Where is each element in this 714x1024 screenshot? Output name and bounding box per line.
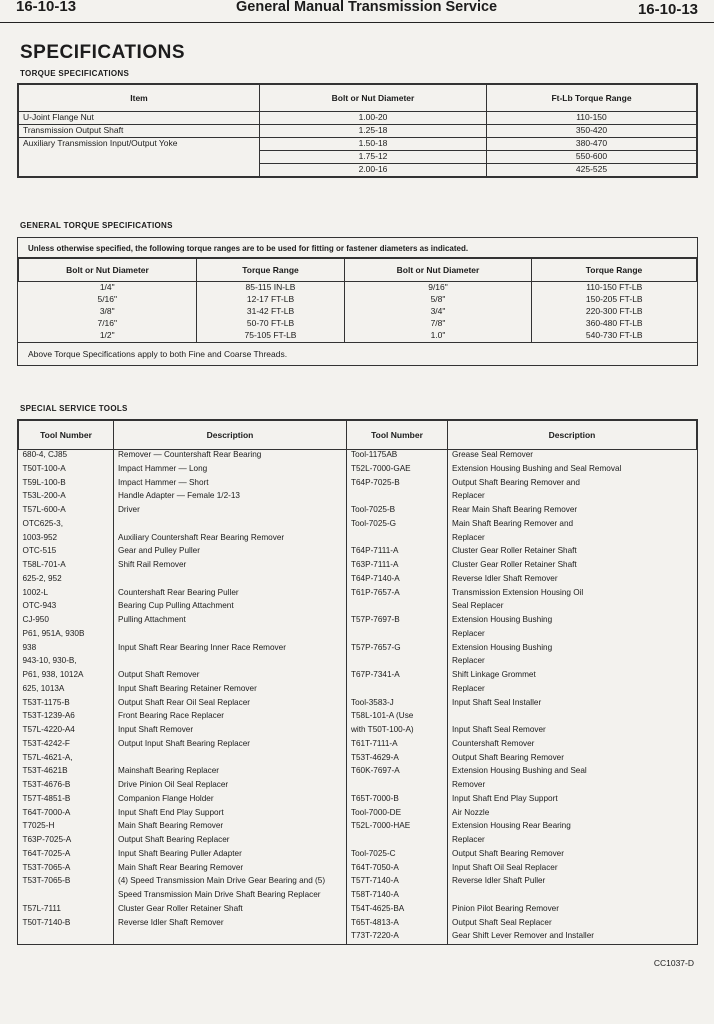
table-cell: Input Shaft End Play Support <box>448 794 697 808</box>
table-cell: (4) Speed Transmission Main Drive Gear Bearing and (5) <box>114 876 347 890</box>
table-row <box>19 821 697 835</box>
table-cell: Replacer <box>448 835 697 849</box>
table-cell: T58T-7140-A <box>347 890 448 904</box>
range-cell: 380-470 <box>487 138 697 151</box>
table-cell: Tool-7000-DE <box>347 808 448 822</box>
table-row <box>19 450 697 464</box>
range-cell: 550-600 <box>487 151 697 164</box>
table-cell: Extension Housing Bushing and Seal Removal <box>448 464 697 478</box>
table-cell: 540-730 FT-LB <box>532 330 697 342</box>
diameter-cell: 1.00-20 <box>260 112 487 125</box>
table-cell: T64P-7025-B <box>347 478 448 492</box>
table-cell: T65T-7000-B <box>347 794 448 808</box>
table-row <box>19 282 697 295</box>
table-cell: Auxiliary Countershaft Rear Bearing Remover <box>114 533 347 547</box>
table-cell: Extension Housing Bushing and Seal <box>448 766 697 780</box>
table-cell: Output Shaft Bearing Remover <box>448 753 697 767</box>
table-cell: 9/16" <box>345 282 532 295</box>
table-cell: T64P-7140-A <box>347 574 448 588</box>
tools-table <box>18 420 697 945</box>
table-cell: Extension Housing Bushing <box>448 615 697 629</box>
table-cell: P61, 938, 1012A <box>22 670 84 679</box>
table-row <box>19 491 697 505</box>
col-diameter-left: Bolt or Nut Diameter <box>19 259 197 282</box>
table-cell: Gear Shift Lever Remover and Installer <box>448 931 697 945</box>
range-cell: 350-420 <box>487 125 697 138</box>
table-cell: T53T-1239-A6 <box>22 711 75 721</box>
table-cell <box>347 533 448 547</box>
table-cell <box>347 601 448 615</box>
table-cell: Reverse Idler Shaft Puller <box>448 876 697 890</box>
table-cell: Remover <box>448 780 697 794</box>
table-row <box>19 835 697 849</box>
table-cell <box>114 656 347 670</box>
table-cell: 31-42 FT-LB <box>197 306 345 318</box>
table-cell <box>448 711 697 725</box>
table-cell: 3/4" <box>345 306 532 318</box>
table-row <box>19 478 697 492</box>
table-row <box>19 739 697 753</box>
col-range-right: Torque Range <box>532 259 697 282</box>
table-row <box>19 931 697 945</box>
table-cell: Input Shaft Oil Seal Replacer <box>448 863 697 877</box>
table-cell <box>19 890 114 904</box>
diameter-cell: 1.50-18 <box>260 138 487 151</box>
page-header <box>0 0 714 23</box>
table-cell: T53T-4621B <box>22 766 68 776</box>
general-torque-table <box>18 258 697 342</box>
col-diameter-right: Bolt or Nut Diameter <box>345 259 532 282</box>
table-cell: T61T-7111-A <box>347 739 448 753</box>
table-cell: Transmission Extension Housing Oil <box>448 588 697 602</box>
table-cell: T60K-7697-A <box>347 766 448 780</box>
table-cell: 1.0" <box>345 330 532 342</box>
table-row <box>19 533 697 547</box>
table-cell: Main Shaft Bearing Remover <box>114 821 347 835</box>
table-cell: T50T-7140-B <box>22 917 71 927</box>
table-cell <box>347 684 448 698</box>
table-cell <box>347 835 448 849</box>
table-cell: Shift Rail Remover <box>114 560 347 574</box>
table-cell: Replacer <box>448 684 697 698</box>
table-cell: 75-105 FT-LB <box>197 330 345 342</box>
table-cell: T57L-600-A <box>22 505 66 514</box>
table-cell: Main Shaft Bearing Remover and <box>448 519 697 533</box>
table-row <box>19 670 697 684</box>
table-cell: T53T-1175-B <box>22 697 70 707</box>
table-cell: Speed Transmission Main Drive Shaft Bearing Replacer <box>114 890 347 904</box>
table-cell: Tool-3583-J <box>347 698 448 712</box>
table-cell: Replacer <box>448 491 697 505</box>
table-cell <box>347 491 448 505</box>
table-cell: 680-4, CJ85 <box>22 450 68 459</box>
table-cell: 7/16" <box>97 318 118 328</box>
table-row <box>19 560 697 574</box>
table-cell: T67P-7341-A <box>347 670 448 684</box>
table-cell: Cluster Gear Roller Retainer Shaft <box>448 560 697 574</box>
table-row <box>19 684 697 698</box>
table-cell: T52L-7000-GAE <box>347 464 448 478</box>
table-cell: T61P-7657-A <box>347 588 448 602</box>
table-cell: Reverse Idler Shaft Remover <box>448 574 697 588</box>
table-cell: Companion Flange Holder <box>114 794 347 808</box>
table-row <box>19 863 697 877</box>
col-tool-number-right: Tool Number <box>347 421 448 450</box>
table-cell: 625-2, 952 <box>22 573 62 583</box>
table-cell: Air Nozzle <box>448 808 697 822</box>
table-row <box>19 904 697 918</box>
table-row <box>19 574 697 588</box>
col-description-right: Description <box>448 421 697 450</box>
table-cell: Rear Main Shaft Bearing Remover <box>448 505 697 519</box>
table-cell: 5/8" <box>345 294 532 306</box>
table-cell: Input Shaft Seal Remover <box>448 725 697 739</box>
page-number-right: 16-10-13 <box>637 1 698 18</box>
table-cell: T57L-7111 <box>22 903 61 913</box>
table-cell: Extension Housing Rear Bearing <box>448 821 697 835</box>
general-note: Above Torque Specifications apply to both Fine and Coarse Threads. <box>18 342 697 365</box>
table-cell <box>347 629 448 643</box>
table-cell: Pulling Attachment <box>114 615 347 629</box>
table-cell: T65T-4813-A <box>347 918 448 932</box>
table-cell: Tool-7025-C <box>347 849 448 863</box>
table-cell: Cluster Gear Roller Retainer Shaft <box>114 904 347 918</box>
col-range-left: Torque Range <box>197 259 345 282</box>
table-cell: Replacer <box>448 629 697 643</box>
table-cell: Grease Seal Remover <box>448 450 697 464</box>
table-cell <box>114 931 347 945</box>
table-row <box>19 876 697 890</box>
table-cell: T64T-7025-A <box>22 848 71 858</box>
table-row <box>19 112 697 125</box>
table-cell: T57P-7657-G <box>347 643 448 657</box>
table-cell: P61, 951A, 930B <box>22 628 85 638</box>
table-cell: T54T-4625-BA <box>347 904 448 918</box>
item-cell: Auxiliary Transmission Input/Output Yoke <box>19 138 260 177</box>
specifications-heading: SPECIFICATIONS <box>20 42 185 63</box>
table-row <box>19 546 697 560</box>
table-cell: T58L-101-A (Use <box>347 711 448 725</box>
diameter-cell: 1.75-12 <box>260 151 487 164</box>
table-cell: 1002-L <box>22 587 48 597</box>
page-number-left: 16-10-13 <box>16 0 77 15</box>
table-cell: T64P-7111-A <box>347 546 448 560</box>
table-row <box>19 711 697 725</box>
table-cell: T7025-H <box>22 821 55 831</box>
table-cell: Main Shaft Rear Bearing Remover <box>114 863 347 877</box>
general-rows <box>19 282 697 343</box>
table-cell: 938 <box>22 642 37 652</box>
figure-code: CC1037-D <box>653 958 694 968</box>
tools-table-box <box>17 419 698 945</box>
table-cell: 3/8" <box>99 306 115 316</box>
col-tool-number-left: Tool Number <box>19 421 114 450</box>
table-cell: Input Shaft Rear Bearing Inner Race Remover <box>114 643 347 657</box>
table-row <box>19 519 697 533</box>
general-table-box <box>17 237 698 366</box>
table-row <box>19 643 697 657</box>
table-cell: T57T-4851-B <box>22 793 71 803</box>
table-cell: Output Shaft Bearing Remover and <box>448 478 697 492</box>
table-cell: Replacer <box>448 533 697 547</box>
table-cell: Countershaft Rear Bearing Puller <box>114 588 347 602</box>
page-title: General Manual Transmission Service <box>236 0 498 15</box>
col-description-left: Description <box>114 421 347 450</box>
table-cell: Extension Housing Bushing <box>448 643 697 657</box>
table-row <box>19 890 697 904</box>
table-row <box>19 125 697 138</box>
table-cell <box>114 519 347 533</box>
torque-table-box <box>17 83 698 178</box>
table-cell: 1/2" <box>99 330 115 340</box>
table-cell: T64T-7050-A <box>347 863 448 877</box>
table-cell: T59L-100-B <box>22 477 66 487</box>
table-cell: T53T-7065-B <box>22 876 71 886</box>
table-cell: Bearing Cup Pulling Attachment <box>114 601 347 615</box>
table-row <box>19 138 697 151</box>
table-cell: Input Shaft Remover <box>114 725 347 739</box>
table-cell: T53T-7065-A <box>22 862 71 872</box>
table-row <box>19 294 697 306</box>
table-row <box>19 615 697 629</box>
table-cell <box>114 574 347 588</box>
table-cell: 5/16" <box>97 294 118 304</box>
table-row <box>19 753 697 767</box>
table-cell: T57L-4220-A4 <box>22 725 75 734</box>
table-cell: T63P-7025-A <box>22 835 72 844</box>
table-row <box>19 918 697 932</box>
table-cell: Remover — Countershaft Rear Bearing <box>114 450 347 464</box>
table-row <box>19 656 697 670</box>
table-cell: Front Bearing Race Replacer <box>114 711 347 725</box>
table-row <box>19 849 697 863</box>
torque-section-title: TORQUE SPECIFICATIONS <box>20 69 130 78</box>
table-row <box>19 725 697 739</box>
table-cell: 110-150 FT-LB <box>532 282 697 295</box>
table-cell: CJ-950 <box>22 615 49 624</box>
table-cell: Output Shaft Seal Replacer <box>448 918 697 932</box>
table-row <box>19 794 697 808</box>
table-cell: Output Shaft Remover <box>114 670 347 684</box>
table-cell: T57T-7140-A <box>347 876 448 890</box>
table-cell: Seal Replacer <box>448 601 697 615</box>
table-cell: 150-205 FT-LB <box>532 294 697 306</box>
tools-section-title: SPECIAL SERVICE TOOLS <box>20 404 128 413</box>
table-cell: Output Input Shaft Bearing Replacer <box>114 739 347 753</box>
table-cell <box>448 890 697 904</box>
table-cell: 360-480 FT-LB <box>532 318 697 330</box>
table-cell: Countershaft Remover <box>448 739 697 753</box>
table-cell: Input Shaft Seal Installer <box>448 698 697 712</box>
table-cell: 50-70 FT-LB <box>197 318 345 330</box>
item-cell: U-Joint Flange Nut <box>19 112 260 125</box>
table-cell: Shift Linkage Grommet <box>448 670 697 684</box>
table-cell: Output Shaft Rear Oil Seal Replacer <box>114 698 347 712</box>
general-banner: Unless otherwise specified, the following torque ranges are to be used for fitting or fastener diameters as indicated. <box>18 238 697 258</box>
table-cell: Cluster Gear Roller Retainer Shaft <box>448 546 697 560</box>
table-cell: T52L-7000-HAE <box>347 821 448 835</box>
table-cell: Tool-7025-G <box>347 519 448 533</box>
table-cell: 85-115 IN-LB <box>197 282 345 295</box>
range-cell: 425-525 <box>487 164 697 177</box>
table-cell: 625, 1013A <box>22 683 65 693</box>
item-cell: Transmission Output Shaft <box>19 125 260 138</box>
table-cell: T57L-4621-A, <box>22 752 73 762</box>
table-row <box>19 588 697 602</box>
table-cell: Input Shaft Bearing Retainer Remover <box>114 684 347 698</box>
general-section-title: GENERAL TORQUE SPECIFICATIONS <box>20 221 173 230</box>
table-cell: T53L-200-A <box>22 491 66 501</box>
table-cell: 1/4" <box>99 282 115 292</box>
table-cell: T64T-7000-A <box>22 807 71 817</box>
col-torque-range: Ft-Lb Torque Range <box>487 85 697 112</box>
table-cell: Output Shaft Bearing Replacer <box>114 835 347 849</box>
table-cell: Tool-1175AB <box>347 450 448 464</box>
table-row <box>19 306 697 318</box>
table-row <box>19 318 697 330</box>
range-cell: 110-150 <box>487 112 697 125</box>
table-cell: OTC-515 <box>22 546 57 556</box>
table-cell: T50T-100-A <box>22 463 66 473</box>
table-cell: T53T-4676-B <box>22 780 71 789</box>
table-cell: Driver <box>114 505 347 519</box>
table-cell: T53T-4629-A <box>347 753 448 767</box>
table-row <box>19 808 697 822</box>
table-cell: Reverse Idler Shaft Remover <box>114 918 347 932</box>
table-cell: with T50T-100-A) <box>347 725 448 739</box>
diameter-cell: 1.25-18 <box>260 125 487 138</box>
table-cell <box>347 780 448 794</box>
table-row <box>19 629 697 643</box>
table-cell: 7/8" <box>345 318 532 330</box>
table-cell: Replacer <box>448 656 697 670</box>
table-cell: T53T-4242-F <box>22 738 70 748</box>
table-cell: Tool-7025-B <box>347 505 448 519</box>
table-cell <box>347 656 448 670</box>
table-cell: Mainshaft Bearing Replacer <box>114 766 347 780</box>
table-cell: 12-17 FT-LB <box>197 294 345 306</box>
table-cell: Gear and Pulley Puller <box>114 546 347 560</box>
table-cell: 1003-952 <box>22 532 58 542</box>
col-diameter: Bolt or Nut Diameter <box>260 85 487 112</box>
col-item: Item <box>19 85 260 112</box>
table-row <box>19 601 697 615</box>
table-cell: OTC-943 <box>22 601 57 611</box>
torque-table <box>18 84 697 177</box>
table-cell: Impact Hammer — Long <box>114 464 347 478</box>
tools-rows <box>19 450 697 946</box>
table-cell: Output Shaft Bearing Remover <box>448 849 697 863</box>
table-cell: Impact Hammer — Short <box>114 478 347 492</box>
table-row <box>19 464 697 478</box>
table-cell <box>114 753 347 767</box>
table-cell: Handle Adapter — Female 1/2-13 <box>114 491 347 505</box>
table-cell: Input Shaft Bearing Puller Adapter <box>114 849 347 863</box>
diameter-cell: 2.00-16 <box>260 164 487 177</box>
table-row <box>19 766 697 780</box>
table-cell: 220-300 FT-LB <box>532 306 697 318</box>
table-cell: Drive Pinion Oil Seal Replacer <box>114 780 347 794</box>
table-cell: Input Shaft End Play Support <box>114 808 347 822</box>
table-cell: T73T-7220-A <box>347 931 448 945</box>
table-row <box>19 698 697 712</box>
table-row <box>19 780 697 794</box>
table-row <box>19 330 697 342</box>
table-cell: T63P-7111-A <box>347 560 448 574</box>
table-cell <box>19 931 114 945</box>
table-cell: OTC625-3, <box>22 518 63 528</box>
table-row <box>19 505 697 519</box>
table-cell: 943-10, 930-B, <box>22 656 77 666</box>
table-cell: Pinion Pilot Bearing Remover <box>448 904 697 918</box>
table-cell <box>114 629 347 643</box>
table-cell: T58L-701-A <box>22 560 66 569</box>
table-cell: T57P-7697-B <box>347 615 448 629</box>
